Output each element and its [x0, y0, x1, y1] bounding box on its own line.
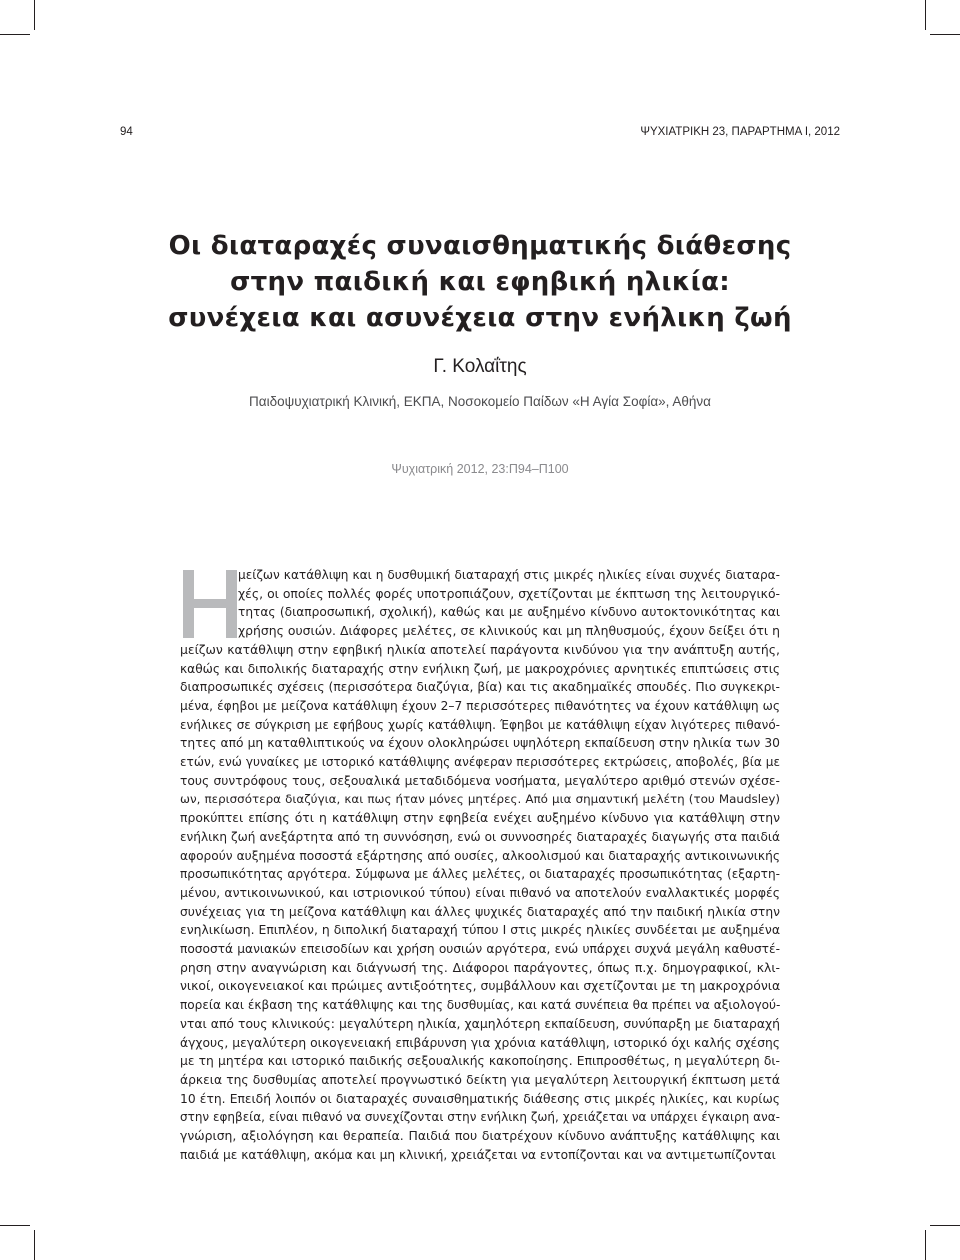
page-number: 94	[120, 126, 133, 138]
body-line: νται από τους κλινικούς: μεγαλύτερη ηλικία, χαμηλότερη εκπαίδευση, συνύπαρξη με διαταραχή	[180, 1015, 780, 1031]
body-line: ποσοστά μανιακών επεισοδίων και χρήση ουσιών αργότερα, ενώ υπάρχει συχνά μεγάλη καθυστέ-	[180, 942, 780, 957]
crop-mark	[34, 0, 35, 30]
journal-header: ΨΥΧΙΑΤΡΙΚΗ 23, ΠΑΡΑΡΤΗΜΑ Ι, 2012	[640, 126, 840, 138]
body-line: ενηλικίωση. Επιπλέον, η διπολική διαταραχή τύπου Ι στις μικρές ηλικίες συνδέεται με αυξημένα	[180, 922, 780, 938]
crop-mark	[0, 34, 30, 35]
title-line: συνέχεια και ασυνέχεια στην ενήλικη ζωή	[168, 303, 792, 333]
body-line: ετών, ενώ γυναίκες με ιστορικό κατάθλιψης ανέφεραν περισσότερες εκτρώσεις, αποβολές, βία με	[180, 755, 780, 770]
crop-mark	[930, 1225, 960, 1226]
body-line: διαπροσωπικές σχέσεις (περισσότερα διαζύγια, βία) και τις ακαδημαϊκές σπουδές. Πιο συγκεκρι-	[180, 680, 780, 695]
body-line: παιδιά με κατάθλιψη, ακόμα και μη κλινική, χρειάζεται να εντοπίζονται και να αντιμετωπίζονται	[180, 1147, 776, 1162]
citation: Ψυχιατρική 2012, 23:Π94–Π100	[391, 462, 569, 476]
body-line: νικοί, οικογενειακοί και πρώιμες αντιξοότητες, συμβάλλουν και σχετίζονται με τη μακροχρόνια	[180, 978, 781, 994]
body-line: στην εφηβεία, είναι πιθανό να συνεχίζονται στην ενήλικη ζωή, χρειάζεται να υπάρχει έγκαιρη ανα-	[180, 1110, 780, 1125]
body-line: με τη μητέρα και ιστορικό παιδικής σεξουαλικής κακοποίησης. Επιπροσθέτως, η μεγαλύτερη δι-	[180, 1054, 780, 1069]
body-line: άγχους, μεγαλύτερη οικογενειακή επιβάρυνση για χρόνια κατάθλιψη, ιστορικό όχι καλής σχέσης	[180, 1035, 780, 1050]
body-line: 10 έτη. Επειδή λοιπόν οι διαταραχές συναισθηματικής διάθεσης στις μικρές ηλικίες, και κυρίως	[180, 1091, 780, 1106]
body-line: καθώς και διπολικής διαταραχής στην ενήλικη ζωή, με μακροχρόνιες αρνητικές επιπτώσεις στις	[180, 661, 780, 676]
body-line: χές, οι οποίες πολλές φορές υποτροπιάζουν, σχετίζονται με έκπτωση της λειτουργικό-	[238, 585, 780, 601]
author-affiliation: Παιδοψυχιατρική Κλινική, ΕΚΠΑ, Νοσοκομείο Παίδων «Η Αγία Σοφία», Αθήνα	[249, 394, 711, 409]
crop-mark	[925, 1230, 926, 1260]
running-head	[120, 126, 840, 140]
body-line: άρκεια της δυσθυμίας αποτελεί προγνωστικό δείκτη για μεγαλύτερη λειτουργική έκπτωση μετά	[180, 1072, 780, 1087]
body-line: τητες από μη καταθλιπτικούς να έχουν ολοκληρώσει υψηλότερη εκπαίδευση στην ηλικία των 30	[180, 736, 780, 751]
author-name: Γ. Κολαΐτης	[433, 356, 527, 377]
body-line: αφορούν αυξημένα ποσοστά εξάρτησης από ουσίες, αλκοολισμού και διαταραχής αντικοινωνικής	[180, 848, 780, 863]
body-line: ων, περισσότερα διαζύγια, και πως ήταν μόνες μητέρες. Από μια σημαντική μελέτη (του Maudsley)	[180, 792, 780, 807]
body-line: μείζων κατάθλιψη και η δυσθυμική διαταραχή στις μικρές ηλικίες είναι συχνές διαταρα-	[238, 568, 780, 582]
article-title	[120, 228, 840, 336]
crop-mark	[0, 1225, 30, 1226]
body-line: γνώριση, αξιολόγηση και θεραπεία. Παιδιά που διατρέχουν κίνδυνο ανάπτυξης κατάθλιψης και	[180, 1128, 780, 1144]
body-line: προκύπτει επίσης ότι η κατάθλιψη στην εφηβεία ενέχει αυξημένο κίνδυνο για κατάθλιψη στην	[180, 810, 780, 826]
body-line: ενήλικες σε σύγκριση με εφήβους χωρίς κατάθλιψη. Έφηβοι με κατάθλιψη είχαν λιγότερες πιθανό-	[180, 717, 780, 732]
body-line: χρήσης ουσιών. Διάφορες μελέτες, σε κλινικούς και μη πληθυσμούς, έχουν δείξει ότι η	[238, 623, 780, 639]
body-line: μένα, έφηβοι με μείζονα κατάθλιψη έχουν 2–7 περισσότερες πιθανότητες να έχουν κατάθλιψη ως	[180, 698, 780, 713]
body-line: τους συντρόφους τους, σεξουαλικά μεταδιδόμενα νοσήματα, μεγαλύτερο αριθμό στενών σχέσε-	[180, 773, 780, 788]
body-line: ρηση στην αναγνώριση και διάγνωσή της. Διάφοροι παράγοντες, όπως π.χ. δημογραφικοί, κλι-	[180, 959, 780, 975]
abstract-body	[180, 566, 780, 1165]
crop-mark	[930, 34, 960, 35]
body-line: τητας (διαπροσωπική, σχολική), καθώς και με αυξημένο κίνδυνο αυτοκτονικότητας και	[238, 605, 780, 620]
body-line: συνέχειας για τη μείζονα κατάθλιψη και άλλες ψυχικές διαταραχές από την παιδική ηλικία στην	[180, 904, 780, 919]
title-line: Οι διαταραχές συναισθηματικής διάθεσης	[168, 231, 792, 261]
body-line: ενήλικη ζωή ανεξάρτητα από τη συννόσηση, ενώ οι συννοσηρές διαταραχές διαγωγής στα παιδιά	[180, 829, 780, 844]
body-line: πορεία και έκβαση της κατάθλιψης και της δυσθυμίας, και κατά συνέπεια θα πρέπει να αξιολογού-	[180, 998, 781, 1013]
body-line: προσωπικότητας αργότερα. Σύμφωνα με άλλες μελέτες, οι διαταραχές προσωπικότητας (εξαρτη-	[180, 867, 780, 882]
crop-mark	[34, 1230, 35, 1260]
body-line: μένου, αντικοινωνικού, και ιστριονικού τύπου) είναι πιθανό να αποτελούν εναλλακτικές μορφές	[180, 884, 780, 900]
crop-mark	[925, 0, 926, 30]
title-line: στην παιδική και εφηβική ηλικία:	[230, 267, 730, 297]
body-line: μείζων κατάθλιψη στην εφηβική ηλικία αποτελεί παράγοντα κινδύνου για την ανάπτυξη αυτής,	[180, 641, 780, 657]
